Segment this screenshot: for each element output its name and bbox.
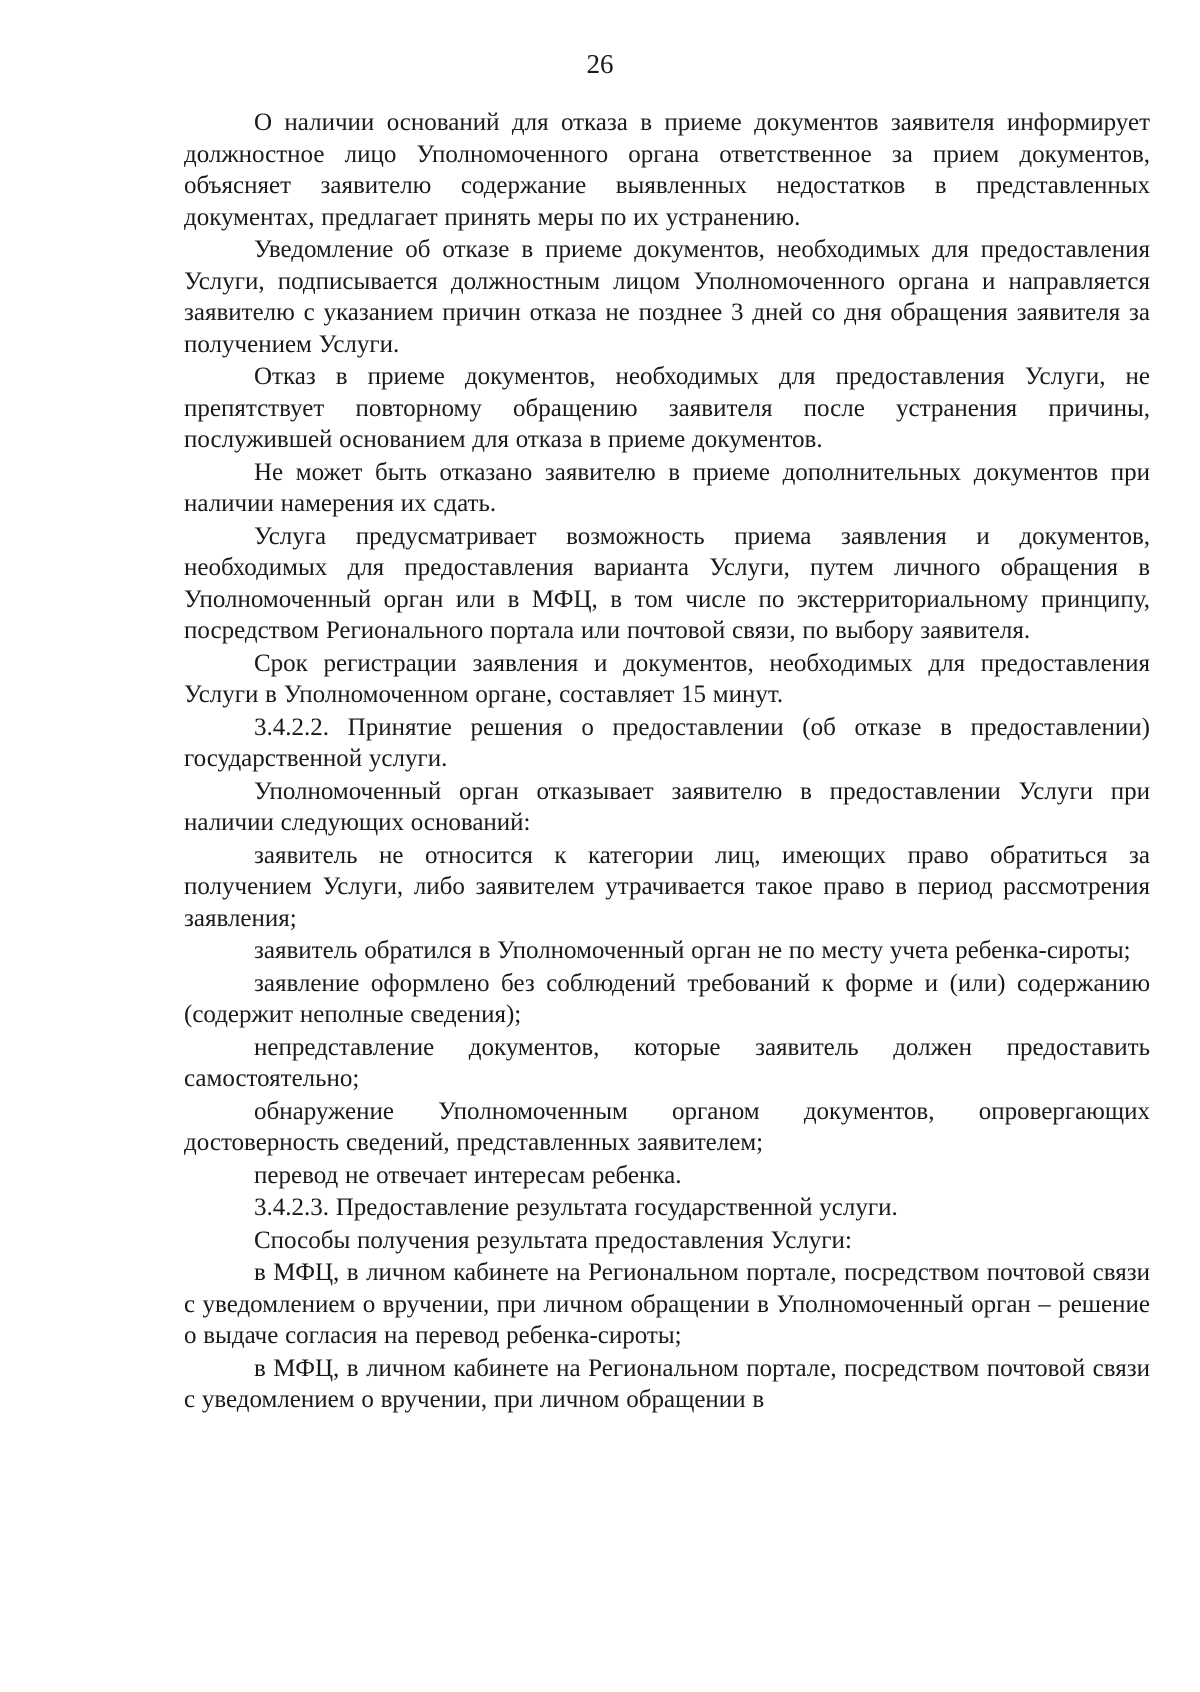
list-item: обнаружение Уполномоченным органом документов, опровергающих достоверность сведений, представленных заявителем; bbox=[184, 1097, 1150, 1156]
paragraph: Не может быть отказано заявителю в приеме дополнительных документов при наличии намерения их сдать. bbox=[184, 458, 1150, 517]
paragraph: Срок регистрации заявления и документов, необходимых для предоставления Услуги в Уполномоченном органе, составляет 15 минут. bbox=[184, 649, 1150, 708]
paragraph: Отказ в приеме документов, необходимых для предоставления Услуги, не препятствует повторному обращению заявителя после устранения причины, послужившей основанием для отказа в приеме документов. bbox=[184, 363, 1150, 453]
list-item: заявитель обратился в Уполномоченный орган не по месту учета ребенка-сироты; bbox=[254, 937, 1131, 964]
list-item: непредставление документов, которые заявитель должен предоставить самостоятельно; bbox=[184, 1033, 1150, 1092]
paragraph: Уведомление об отказе в приеме документов, необходимых для предоставления Услуги, подписывается должностным лицом Уполномоченного органа и направляется заявителю с указанием причин отказа не позднее 3 дней со дня обращения заявителя за получением Услуги. bbox=[184, 236, 1150, 358]
section-heading: 3.4.2.2. Принятие решения о предоставлении (об отказе в предоставлении) государственной услуги. bbox=[184, 713, 1150, 772]
list-item: заявление оформлено без соблюдений требований к форме и (или) содержанию (содержит неполные сведения); bbox=[184, 969, 1150, 1028]
paragraph: Способы получения результата предоставления Услуги: bbox=[254, 1226, 852, 1254]
paragraph: О наличии оснований для отказа в приеме документов заявителя информирует должностное лицо Уполномоченного органа ответственное за прием документов, объясняет заявителю содержание выявленных недостатков в представленных документах, предлагает принять меры по их устранению. bbox=[184, 109, 1150, 231]
list-item: перевод не отвечает интересам ребенка. bbox=[254, 1161, 682, 1189]
list-item: в МФЦ, в личном кабинете на Региональном портале, посредством почтовой связи с уведомлением о вручении, при личном обращении в bbox=[184, 1354, 1150, 1413]
list-item: заявитель не относится к категории лиц, имеющих право обратиться за получением Услуги, либо заявителем утрачивается такое право в период рассмотрения заявления; bbox=[184, 841, 1150, 932]
section-heading: 3.4.2.3. Предоставление результата государственной услуги. bbox=[254, 1194, 898, 1221]
page-number: 26 bbox=[586, 49, 614, 79]
paragraph: Уполномоченный орган отказывает заявителю в предоставлении Услуги при наличии следующих оснований: bbox=[184, 777, 1150, 836]
paragraph: Услуга предусматривает возможность приема заявления и документов, необходимых для предоставления варианта Услуги, путем личного обращения в Уполномоченный орган или в МФЦ, в том числе по экстерриториальному принципу, посредством Регионального портала или почтовой связи, по выбору заявителя. bbox=[184, 522, 1150, 644]
body-text bbox=[184, 107, 1150, 1416]
list-item: в МФЦ, в личном кабинете на Региональном портале, посредством почтовой связи с уведомлением о вручении, при личном обращении в Уполномоченный орган – решение о выдаче согласия на перевод ребенка-сироты; bbox=[184, 1259, 1150, 1349]
